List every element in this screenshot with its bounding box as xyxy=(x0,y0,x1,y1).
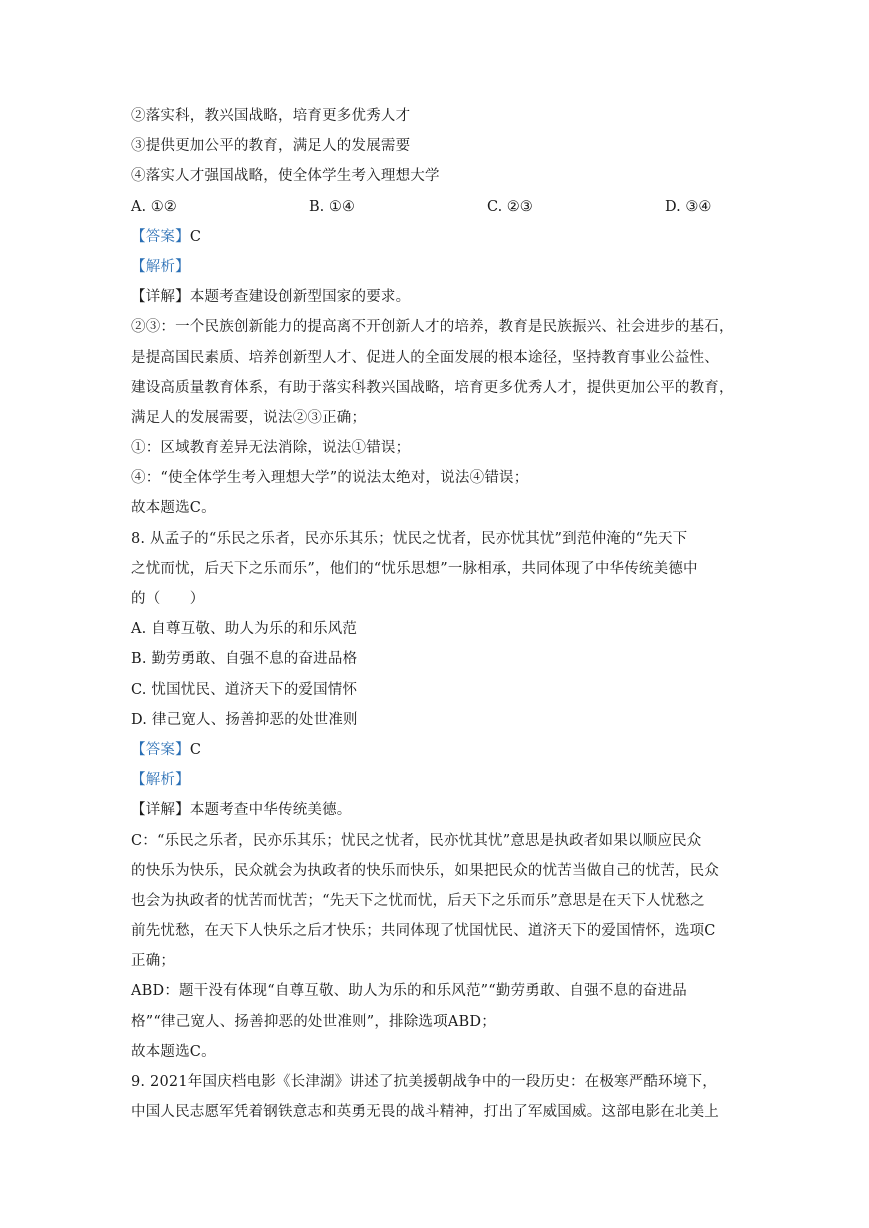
q8-explanation-line: 格”“律己宽人、扬善抑恶的处世准则”，排除选项ABD； xyxy=(131,1013,496,1030)
q8-option-a: A. 自尊互敬、助人为乐的和乐风范 xyxy=(131,621,358,638)
q7-statement-2: ②落实科，教兴国战略，培育更多优秀人才 xyxy=(131,108,411,124)
q7-explanation-line: ④：“使全体学生考入理想大学”的说法太绝对，说法④错误； xyxy=(131,470,529,487)
q7-option-b: B. ①④ xyxy=(309,198,355,215)
q7-option-c: C. ②③ xyxy=(487,198,533,215)
document-page xyxy=(131,101,739,1127)
q8-explanation-line: C：“乐民之乐者，民亦乐其乐；忧民之忧者，民亦忧其忧”意思是执政者如果以顺应民众 xyxy=(131,832,702,849)
q8-answer xyxy=(131,735,739,765)
q8-option-c: C. 忧国忧民、道济天下的爱国情怀 xyxy=(131,681,358,698)
q8-explanation-line: 前先忧愁，在天下人快乐之后才快乐；共同体现了忧国忧民、道济天下的爱国情怀，选项C xyxy=(131,923,716,940)
q8-analysis xyxy=(131,765,739,795)
q7-explanation-line: 故本题选C。 xyxy=(131,500,216,517)
q7-explanation-line: 满足人的发展需要，说法②③正确； xyxy=(131,409,367,426)
q8-detail xyxy=(131,795,739,825)
analysis-tag: 【解析】 xyxy=(131,258,190,275)
q7-answer xyxy=(131,222,739,252)
q8-stem-line: 的（ ） xyxy=(131,591,205,607)
answer-tag: 【答案】 xyxy=(131,741,190,758)
q7-detail xyxy=(131,282,739,312)
answer-tag: 【答案】 xyxy=(131,228,190,245)
q7-statement-4: ④落实人才强国战略，使全体学生考入理想大学 xyxy=(131,168,440,185)
q8-stem-line: 8. 从孟子的“乐民之乐者，民亦乐其乐；忧民之忧者，民亦忧其忧”到范仲淹的“先天下 xyxy=(131,530,688,547)
q8-explanation-line: ABD：题干没有体现“自尊互敬、助人为乐的和乐风范”“勤劳勇敢、自强不息的奋进品 xyxy=(131,983,687,1000)
analysis-tag: 【解析】 xyxy=(131,772,190,789)
detail-tag: 【详解】 xyxy=(131,289,190,306)
q7-options xyxy=(131,192,739,222)
q7-option-a: A. ①② xyxy=(131,198,177,215)
q7-explanation-line: 是提高国民素质、培养创新型人才、促进人的全面发展的根本途径，坚持教育事业公益性、 xyxy=(131,349,719,366)
detail-intro: 本题考查中华传统美德。 xyxy=(189,802,352,819)
q8-option-b: B. 勤劳勇敢、自强不息的奋进品格 xyxy=(131,651,358,668)
q9-stem-line: 中国人民志愿军凭着钢铁意志和英勇无畏的战斗精神，打出了军威国威。这部电影在北美上 xyxy=(131,1104,719,1121)
q8-explanation-line: 正确； xyxy=(131,953,176,970)
q8-explanation-line: 的快乐为快乐，民众就会为执政者的快乐而快乐，如果把民众的忧苦当做自己的忧苦，民众 xyxy=(131,862,719,879)
q8-stem-line: 之忧而忧，后天下之乐而乐”，他们的“忧乐思想”一脉相承，共同体现了中华传统美德中 xyxy=(131,560,698,577)
answer-value: C xyxy=(189,741,202,758)
answer-value: C xyxy=(189,228,202,245)
q8-explanation-line: 故本题选C。 xyxy=(131,1043,216,1060)
q8-explanation-line: 也会为执政者的忧苦而忧苦；“先天下之忧而忧，后天下之乐而乐”意思是在天下人忧愁之 xyxy=(131,892,705,909)
q8-option-d: D. 律己宽人、扬善抑恶的处世准则 xyxy=(131,711,358,728)
q7-explanation-line: 建设高质量教育体系，有助于落实科教兴国战略，培育更多优秀人才，提供更加公平的教育， xyxy=(131,379,734,396)
detail-intro: 本题考查建设创新型国家的要求。 xyxy=(189,289,411,306)
q9-stem-line: 9. 2021年国庆档电影《长津湖》讲述了抗美援朝战争中的一段历史：在极寒严酷环境下， xyxy=(131,1074,717,1090)
q7-explanation-line: ①：区域教育差异无法消除，说法①错误； xyxy=(131,440,411,457)
q7-explanation-line: ②③：一个民族创新能力的提高离不开创新人才的培养，教育是民族振兴、社会进步的基石， xyxy=(131,319,734,336)
detail-tag: 【详解】 xyxy=(131,802,190,819)
q7-option-d: D. ③④ xyxy=(665,198,712,215)
q7-analysis xyxy=(131,252,739,282)
q7-statement-3: ③提供更加公平的教育，满足人的发展需要 xyxy=(131,138,411,155)
